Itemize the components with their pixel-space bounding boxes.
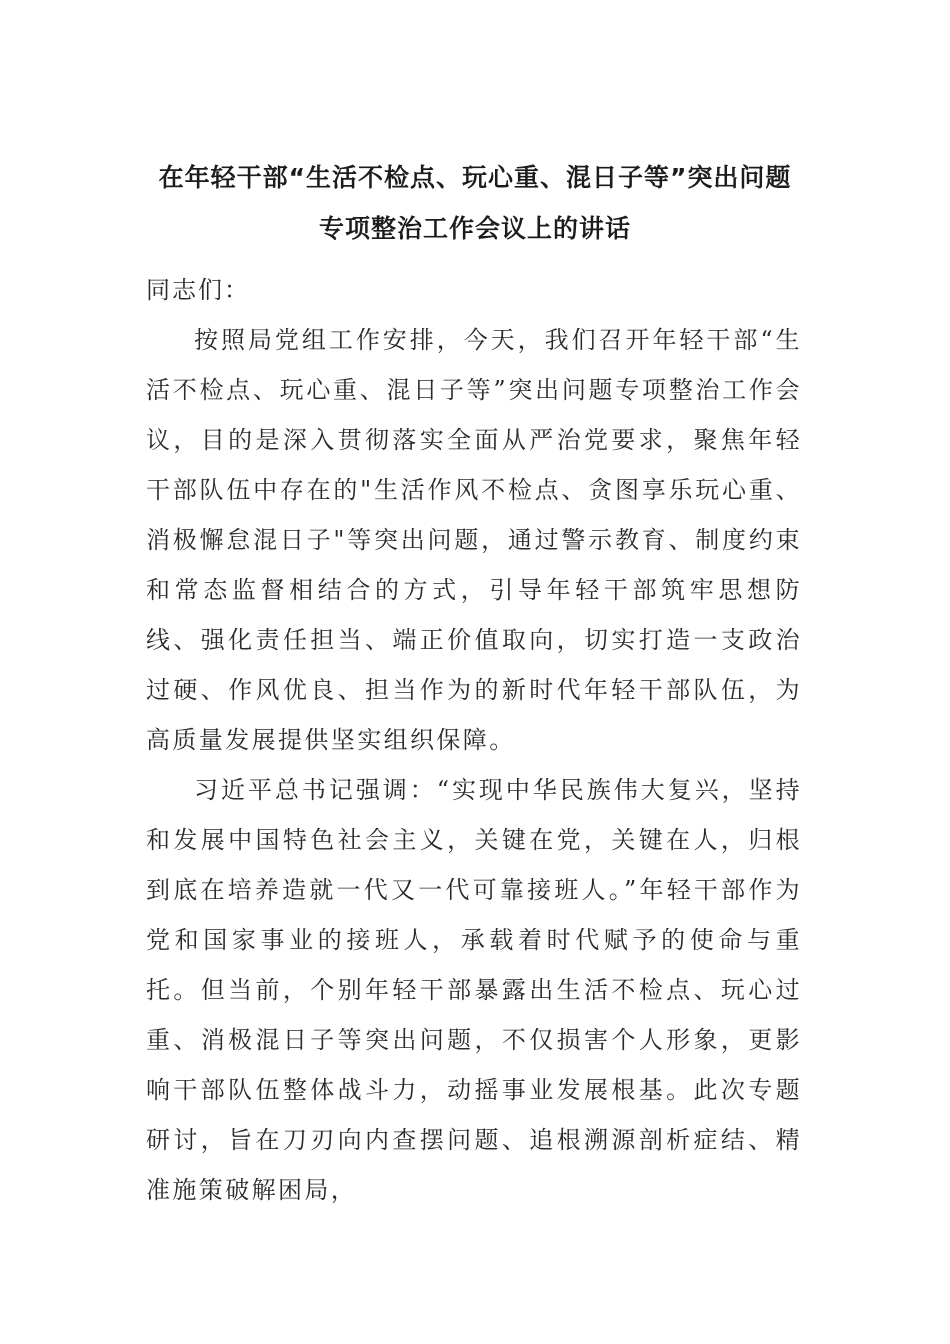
paragraph-1: 按照局党组工作安排，今天，我们召开年轻干部“生活不检点、玩心重、混日子等”突出问题专项整治工作会议，目的是深入贯彻落实全面从严治党要求，聚焦年轻干部队伍中存在的"生活作风不检点、贪图享乐玩心重、消极懈怠混日子"等突出问题，通过警示教育、制度约束和常态监督相结合的方式，引导年轻干部筑牢思想防线、强化责任担当、端正价值取向，切实打造一支政治过硬、作风优良、担当作为的新时代年轻干部队伍，为高质量发展提供坚实组织保障。 <box>146 326 802 754</box>
document-body <box>146 315 802 765</box>
document-title-line-2: 专项整治工作会议上的讲话 <box>318 214 631 243</box>
document-body-2 <box>146 765 802 1215</box>
paragraph-2: 习近平总书记强调：“实现中华民族伟大复兴，坚持和发展中国特色社会主义，关键在党，关键在人，归根到底在培养造就一代又一代可靠接班人。”年轻干部作为党和国家事业的接班人，承载着时代赋予的使命与重托。但当前，个别年轻干部暴露出生活不检点、玩心过重、消极混日子等突出问题，不仅损害个人形象，更影响干部队伍整体战斗力，动摇事业发展根基。此次专题研讨，旨在刀刃向内查摆问题、追根溯源剖析症结、精准施策破解困局， <box>146 776 802 1204</box>
document-title-line-1: 在年轻干部“生活不检点、玩心重、混日子等”突出问题 <box>158 163 792 192</box>
salutation: 同志们： <box>146 276 250 304</box>
